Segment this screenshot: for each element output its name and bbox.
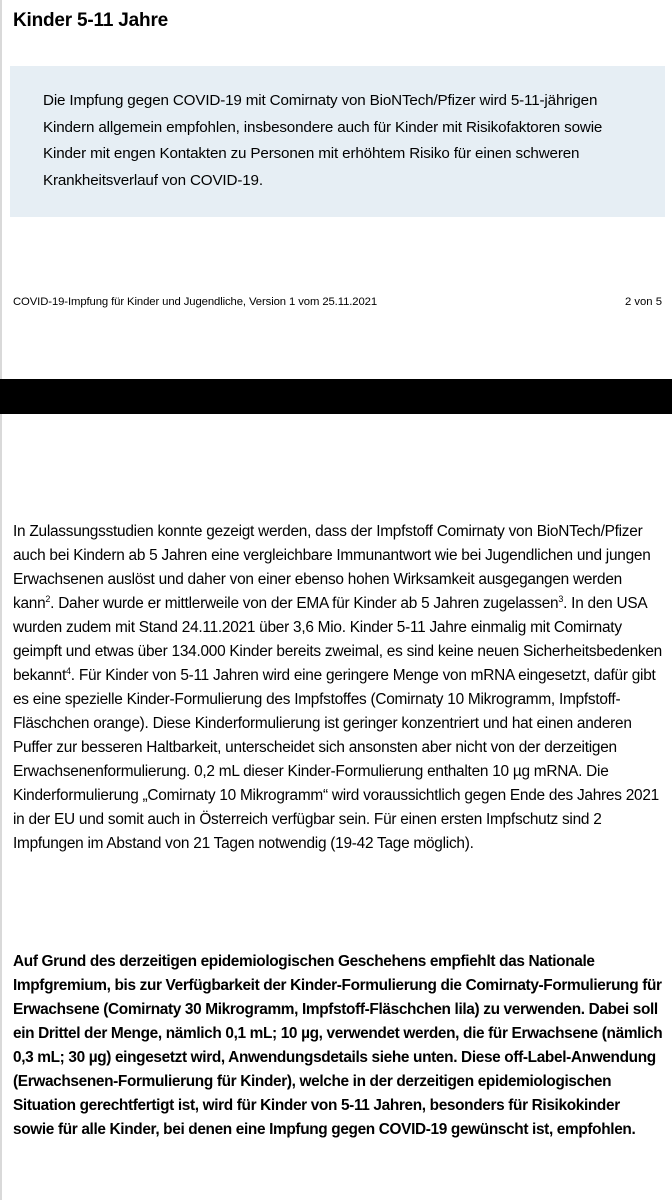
body-paragraph	[13, 520, 663, 856]
page-separator	[0, 379, 672, 414]
footnote-ref[interactable]: 2	[45, 593, 51, 604]
paragraph-text: . In den USA wurden zudem mit Stand 24.11.2021 über 3,6 Mio. Kinder 5-11 Jahre einmalig mit Comirnaty geimpft und etwas über 134.000 Kinder bereits zweimal, es sind keine neuen Sicherheitsbedenken bekannt	[13, 595, 662, 684]
document-page-top	[0, 0, 672, 379]
footnote-ref[interactable]: 3	[558, 593, 564, 604]
paragraph-text: . Für Kinder von 5-11 Jahren wird eine geringere Menge von mRNA eingesetzt, dafür gibt es eine spezielle Kinder-Formulierung des Impfstoffes (Comirnaty 10 Mikrogramm, Impfstoff-Fläschchen orange). Diese Kinderformulierung ist geringer konzentriert und hat einen anderen Puffer zur besseren Haltbarkeit, unterscheidet sich ansonsten aber nicht von der derzeitigen Erwachsenenformulierung. 0,2 mL dieser Kinder-Formulierung enthalten 10 µg mRNA. Die Kinderformulierung „Comirnaty 10 Mikrogramm“ wird voraussichtlich gegen Ende des Jahres 2021 in der EU und somit auch in Österreich verfügbar sein. Für einen ersten Impfschutz sind 2 Impfungen im Abstand von 21 Tagen notwendig (19-42 Tage möglich).	[13, 667, 659, 852]
recommendation-box	[10, 66, 665, 217]
section-title: Kinder 5-11 Jahre	[13, 10, 169, 31]
recommendation-text: Die Impfung gegen COVID-19 mit Comirnaty von BioNTech/Pfizer wird 5-11-jährigen Kindern allgemein empfohlen, insbesondere auch für Kinder mit Risikofaktoren sowie Kinder mit engen Kontakten zu Personen mit erhöhtem Risiko für einen schweren Krankheitsverlauf von COVID-19.	[43, 92, 603, 189]
document-page-bottom	[0, 414, 672, 1200]
paragraph-text: . Daher wurde er mittlerweile von der EMA für Kinder ab 5 Jahren zugelassen	[50, 595, 559, 612]
bold-recommendation-paragraph: Auf Grund des derzeitigen epidemiologischen Geschehens empfiehlt das Nationale Impfgremium, bis zur Verfügbarkeit der Kinder-Formulierung die Comirnaty-Formulierung für Erwachsene (Comirnaty 30 Mikrogramm, Impfstoff-Fläschchen lila) zu verwenden. Dabei soll ein Drittel der Menge, nämlich 0,1 mL; 10 µg, verwendet werden, die für Erwachsene (nämlich 0,3 mL; 30 µg) eingesetzt wird, Anwendungsdetails siehe unten. Diese off-Label-Anwendung (Erwachsenen-Formulierung für Kinder), welche in der derzeitigen epidemiologischen Situation gerechtfertigt ist, wird für Kinder von 5-11 Jahren, besonders für Risikokinder sowie für alle Kinder, bei denen eine Impfung gegen COVID-19 gewünscht ist, empfohlen.	[13, 953, 663, 1138]
paragraph-text: In Zulassungsstudien konnte gezeigt werden, dass der Impfstoff Comirnaty von BioNTech/Pfizer auch bei Kindern ab 5 Jahren eine vergleichbare Immunantwort wie bei Jugendlichen und jungen Erwachsenen auslöst und daher von einer ebenso hohen Wirksamkeit ausgegangen werden kann	[13, 523, 651, 612]
footnote-ref[interactable]: 4	[66, 665, 71, 676]
page-footer-title: COVID-19-Impfung für Kinder und Jugendliche, Version 1 vom 25.11.2021	[13, 296, 378, 308]
page-number: 2 von 5	[624, 296, 662, 308]
